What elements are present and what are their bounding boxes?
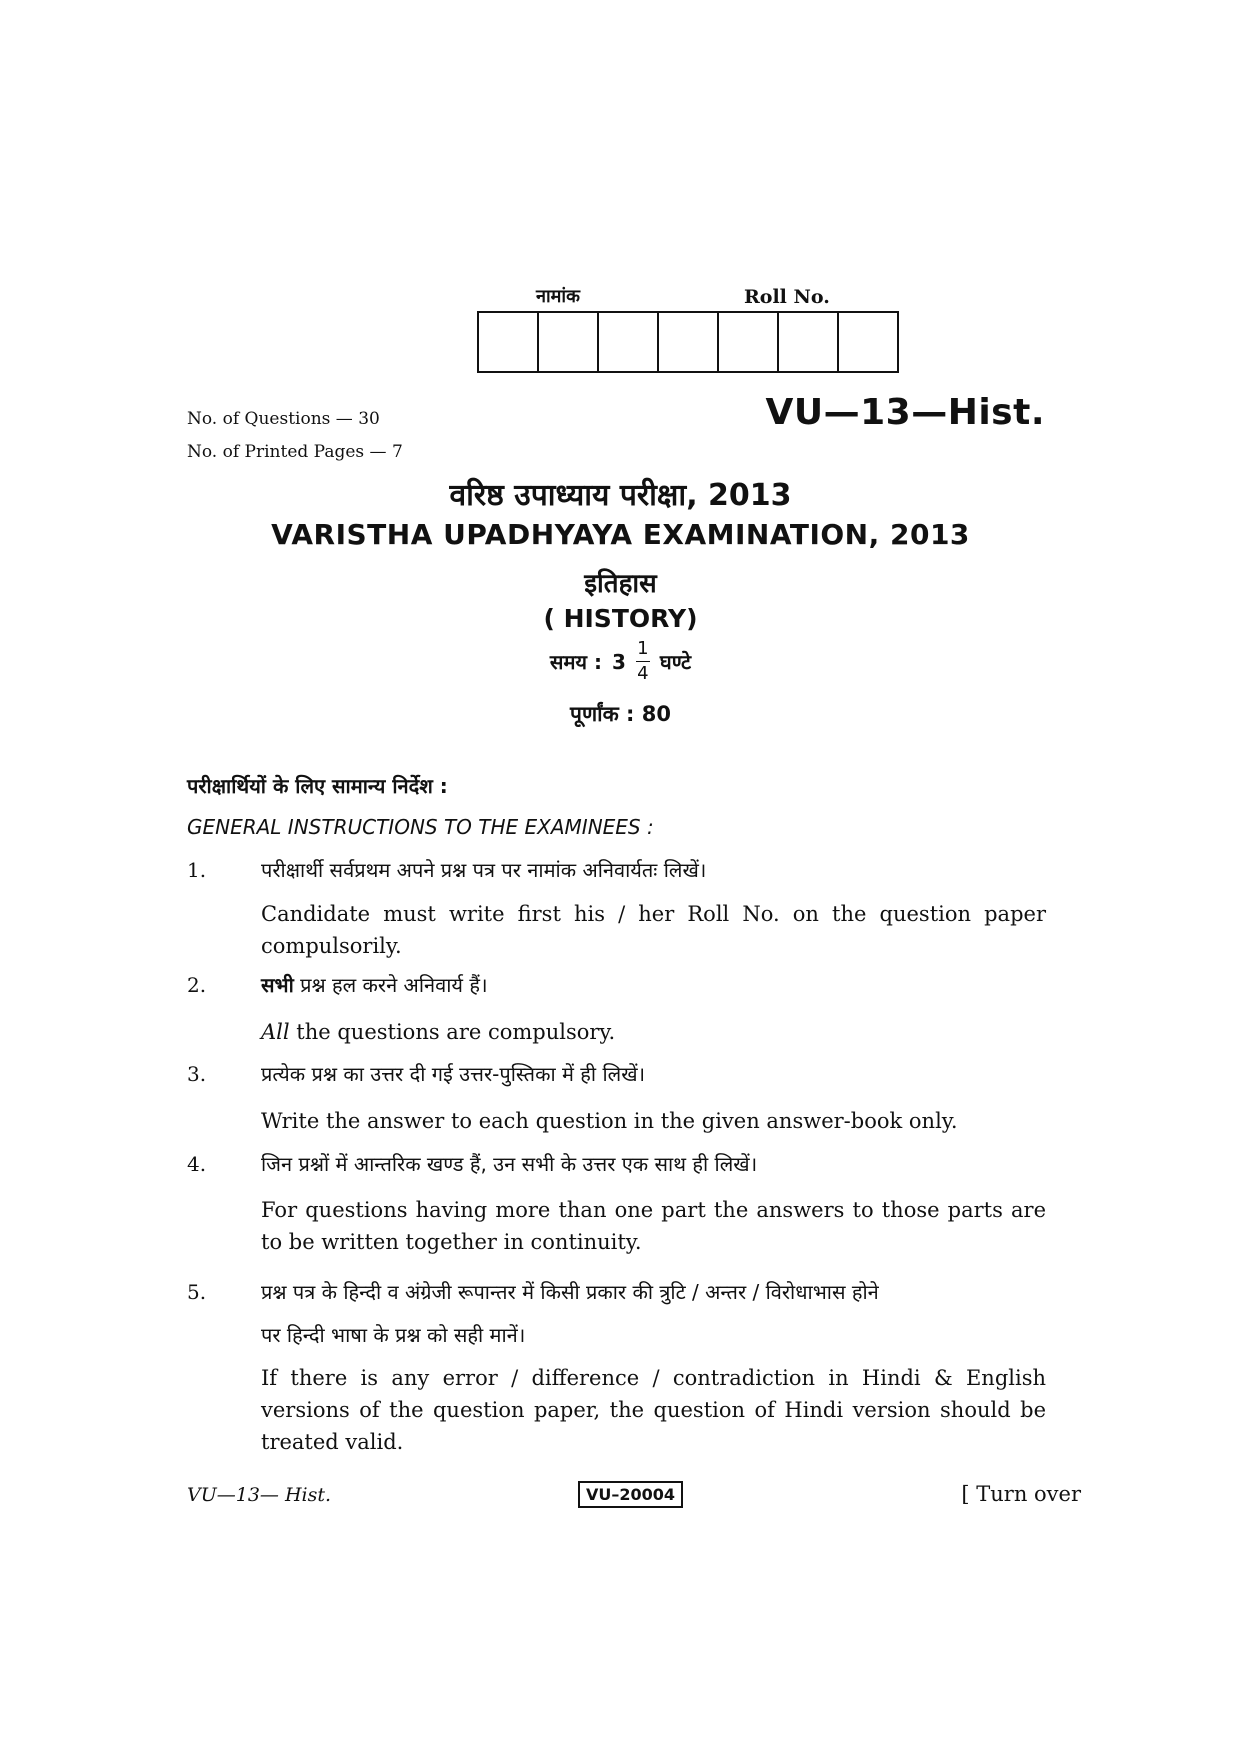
instruction-hindi-continued: पर हिन्दी भाषा के प्रश्न को सही मानें। <box>261 1323 526 1347</box>
instruction-english: For questions having more than one part the answers to those parts are to be written together in continuity. <box>261 1198 1046 1254</box>
emphasis-all-hindi: सभी <box>261 973 294 997</box>
emphasis-all-english: All <box>261 1020 290 1044</box>
fraction-denominator: 4 <box>637 663 649 684</box>
exam-title-hindi: वरिष्ठ उपाध्याय परीक्षा, 2013 <box>449 478 792 513</box>
item-number: 3. <box>187 1062 207 1086</box>
roll-box <box>479 313 539 371</box>
instruction-hindi: सभी प्रश्न हल करने अनिवार्य हैं। <box>261 973 488 997</box>
instruction-hindi: प्रश्न पत्र के हिन्दी व अंग्रेजी रूपान्तर में किसी प्रकार की त्रुटि / अन्तर / विरोधाभास होने <box>261 1280 879 1304</box>
item-number: 4. <box>187 1152 207 1176</box>
fraction-numerator: 1 <box>637 638 649 659</box>
roll-box <box>779 313 839 371</box>
instruction-hindi: प्रत्येक प्रश्न का उत्तर दी गई उत्तर-पुस्तिका में ही लिखें। <box>261 1062 646 1086</box>
subject-hindi: इतिहास <box>584 569 657 599</box>
instruction-hindi: परीक्षार्थी सर्वप्रथम अपने प्रश्न पत्र पर नामांक अनिवार्यतः लिखें। <box>261 858 707 882</box>
instruction-english: Candidate must write first his / her Roll No. on the question paper compulsorily. <box>261 902 1046 958</box>
subject-english: ( HISTORY) <box>543 604 698 633</box>
roll-label-english: Roll No. <box>744 286 830 308</box>
time-fraction <box>636 640 650 683</box>
paper-code: VU—13—Hist. <box>765 392 1045 433</box>
max-marks: पूर्णांक : 80 <box>570 702 671 726</box>
roll-box <box>719 313 779 371</box>
roll-box <box>539 313 599 371</box>
roll-box <box>839 313 897 371</box>
time-whole: 3 <box>611 649 626 674</box>
roll-box <box>659 313 719 371</box>
item-number: 1. <box>187 858 207 882</box>
roll-number-boxes <box>477 311 899 373</box>
time-label: समय : <box>549 650 602 674</box>
time-unit: घण्टे <box>659 650 692 674</box>
instruction-english: If there is any error / difference / contradiction in Hindi & English versions of the question paper, the question of Hindi version should be treated valid. <box>261 1366 1046 1454</box>
item-number: 2. <box>187 973 207 997</box>
roll-box <box>599 313 659 371</box>
time-allowed <box>0 640 1241 683</box>
footer-paper-code: VU—13— Hist. <box>187 1484 332 1506</box>
roll-label-hindi: नामांक <box>536 286 580 307</box>
instruction-english: Write the answer to each question in the given answer-book only. <box>261 1109 958 1133</box>
instruction-english: All the questions are compulsory. <box>261 1020 616 1044</box>
instructions-heading-hindi: परीक्षार्थियों के लिए सामान्य निर्देश : <box>187 774 448 798</box>
instruction-hindi: जिन प्रश्नों में आन्तरिक खण्ड हैं, उन सभी के उत्तर एक साथ ही लिखें। <box>261 1152 758 1176</box>
instructions-heading-english: GENERAL INSTRUCTIONS TO THE EXAMINEES : <box>187 815 654 839</box>
exam-title-english: VARISTHA UPADHYAYA EXAMINATION, 2013 <box>271 518 970 551</box>
printed-pages: No. of Printed Pages — 7 <box>187 442 403 462</box>
question-count: No. of Questions — 30 <box>187 409 380 429</box>
turn-over-note: [ Turn over <box>961 1482 1081 1506</box>
footer-serial-code: VU–20004 <box>578 1481 683 1508</box>
item-number: 5. <box>187 1280 207 1304</box>
